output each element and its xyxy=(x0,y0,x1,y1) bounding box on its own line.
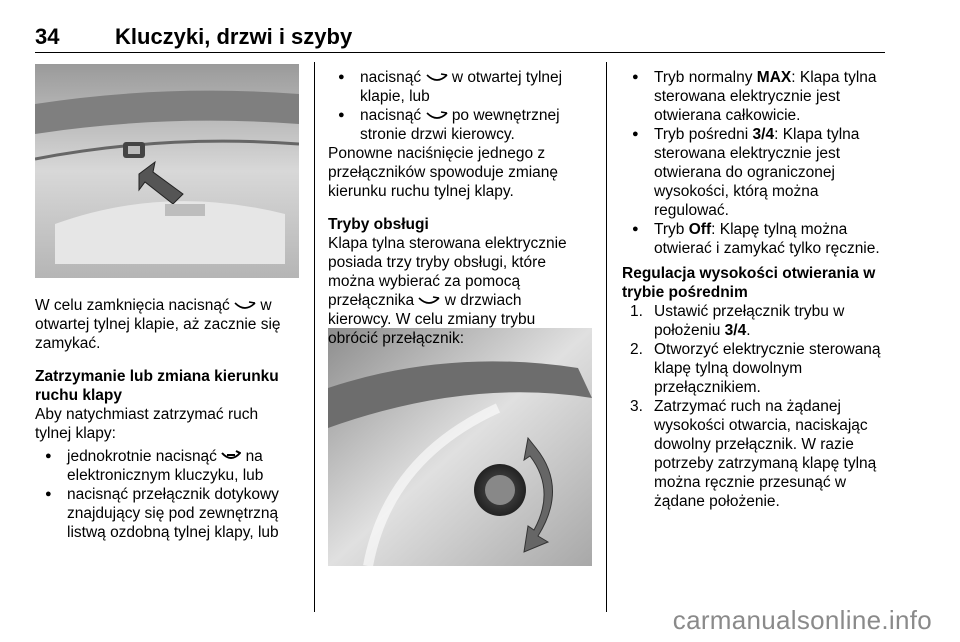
column-3 xyxy=(622,68,892,511)
text-line: otwartej tylnej klapie, aż zacznie się xyxy=(35,316,281,333)
page-title: Kluczyki, drzwi i szyby xyxy=(115,24,353,49)
text-line: przełączników spowoduje zmianę xyxy=(328,164,559,181)
column-2 xyxy=(328,68,598,348)
list-item: ● Tryb normalny MAX: Klapa tylna sterowana elektrycznie jest otwierana całkowicie. xyxy=(622,68,892,125)
text-line: kierowcy. W celu zmiany trybu xyxy=(328,311,536,328)
door-switch-svg xyxy=(328,328,592,566)
list-item: ● Tryb Off: Klapę tylną można otwierać i zamykać tylko ręcznie. xyxy=(622,220,892,258)
text-line: kierunku ruchu tylnej klapy. xyxy=(328,183,514,200)
tailgate-button-illustration xyxy=(35,64,299,278)
list-item: 2. Otworzyć elektrycznie sterowaną klapę tylną dowolnym przełącznikiem. xyxy=(630,341,881,396)
list-item: ● nacisnąć po wewnętrznej stronie drzwi kierowcy. xyxy=(328,106,598,144)
column-divider-right xyxy=(606,62,607,612)
text-line: zamykać. xyxy=(35,335,101,352)
column-divider-left xyxy=(314,62,315,612)
text-line: przełącznika xyxy=(328,292,415,309)
tailgate-svg xyxy=(35,64,299,278)
page-header xyxy=(35,18,885,53)
text-line: w xyxy=(260,297,272,314)
watermark: carmanualsonline.info xyxy=(672,605,932,635)
section-heading-height: Regulacja wysokości otwierania w trybie pośrednim xyxy=(622,265,876,301)
text-line: tylnej klapy: xyxy=(35,425,116,442)
page-number: 34 xyxy=(35,24,60,49)
text-line: posiada trzy tryby obsługi, które xyxy=(328,254,546,271)
list-item: 1. Ustawić przełącznik trybu w położeniu 3/4. xyxy=(630,303,845,339)
key-tailgate-icon xyxy=(221,449,241,463)
list-item: ● nacisnąć przełącznik dotykowy znajdujący się pod zewnętrzną listwą ozdobną tylnej klapy, lub xyxy=(35,485,301,542)
tailgate-icon xyxy=(426,72,448,84)
column-1 xyxy=(35,296,301,542)
section-heading-stop: Zatrzymanie lub zmiana kierunku ruchu klapy xyxy=(35,368,279,404)
text-line: można wybierać za pomocą xyxy=(328,273,521,290)
tailgate-icon xyxy=(234,300,256,312)
text-line: obrócić przełącznik: xyxy=(328,330,465,347)
list-item: ● Tryb pośredni 3/4: Klapa tylna sterowana elektrycznie jest otwierana do ograniczonej wysokości, którą można regulować. xyxy=(622,125,892,220)
text-line: w drzwiach xyxy=(444,292,522,309)
door-switch-illustration xyxy=(328,328,592,566)
text-line: Klapa tylna sterowana elektrycznie xyxy=(328,235,567,252)
list-item: 3. Zatrzymać ruch na żądanej wysokości otwarcia, naciskając dowolny przełącznik. W razie potrzeby zatrzymaną klapę tylną można ręcznie przesunąć w żądane położenie. xyxy=(630,398,877,510)
list-item: ● jednokrotnie nacisnąć na elektronicznym kluczyku, lub xyxy=(35,447,301,485)
tailgate-icon xyxy=(418,295,440,307)
section-heading-modes: Tryby obsługi xyxy=(328,216,429,233)
text-line: W celu zamknięcia nacisnąć xyxy=(35,297,230,314)
text-line: Aby natychmiast zatrzymać ruch xyxy=(35,406,259,423)
list-item: ● nacisnąć w otwartej tylnej klapie, lub xyxy=(328,68,598,106)
text-line: Ponowne naciśnięcie jednego z xyxy=(328,145,546,162)
tailgate-icon xyxy=(426,110,448,122)
